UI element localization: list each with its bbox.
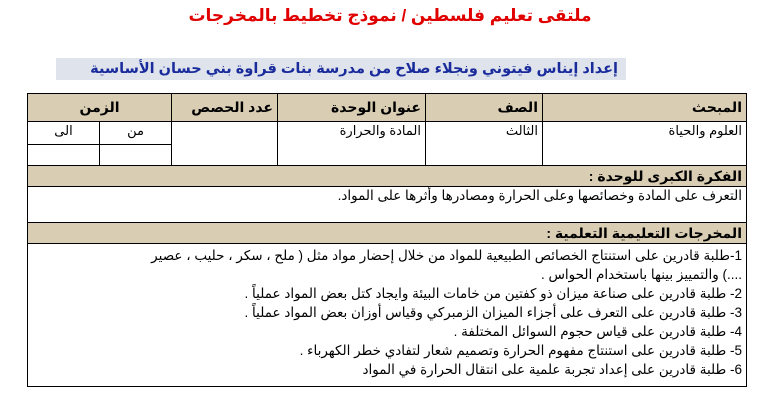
grade-header: الصف <box>426 94 543 122</box>
big-idea-row <box>28 187 747 223</box>
unit-title-header: عنوان الوحدة <box>278 94 426 122</box>
periods-value <box>172 122 278 166</box>
outcome-line: 5- طلبة قادرين على استنتاج مفهوم الحرارة وتصميم شعار لتفادي خطر الكهرباء . <box>299 343 742 358</box>
outcome-line: 4- طلبة قادرين على قياس حجوم السوائل المختلفة . <box>453 324 742 339</box>
periods-header: عدد الحصص <box>172 94 278 122</box>
outcome-line: 2- طلبة قادرين على صناعة ميزان ذو كفتين من خامات البيئة وايجاد كتل بعض المواد عملياً . <box>244 286 742 301</box>
time-to-label: الى <box>28 122 100 145</box>
prepared-by-banner: إعداد إيناس فيتوني ونجلاء صلاح من مدرسة بنات قراوة بني حسان الأساسية <box>56 58 626 80</box>
subject-header: المبحث <box>543 94 747 122</box>
outcomes-heading: المخرجات التعليمية التعلمية : <box>28 223 747 244</box>
time-header: الزمن <box>28 94 172 122</box>
outcomes-list <box>28 244 747 387</box>
big-idea-heading: الفكرة الكبرى للوحدة : <box>28 166 747 187</box>
outcomes-header-row <box>28 223 747 244</box>
time-from-label: من <box>100 122 172 145</box>
outcome-line: 1-طلبة قادرين على استنتاج الخصائص الطبيعية للمواد من خلال إحضار مواد مثل ( ملح ، سكر ، حليب ، عصير <box>151 248 742 263</box>
values-row <box>28 122 747 145</box>
header-row <box>28 94 747 122</box>
planning-table <box>27 93 747 387</box>
outcomes-row <box>28 244 747 387</box>
time-from-value <box>100 145 172 166</box>
big-idea-text: التعرف على المادة وخصائصها وعلى الحرارة ومصادرها وأثرها على المواد. <box>28 187 747 223</box>
outcome-line: 6- طلبة قادرين على إعداد تجربة علمية على انتقال الحرارة في المواد <box>362 362 742 377</box>
grade-value: الثالث <box>426 122 543 166</box>
page-title: ملتقى تعليم فلسطين / نموذج تخطيط بالمخرجات <box>188 6 592 25</box>
outcome-line: ....) والتمييز بينها باستخدام الحواس . <box>540 267 742 282</box>
time-to-value <box>28 145 100 166</box>
subject-value: العلوم والحياة <box>543 122 747 166</box>
big-idea-header-row <box>28 166 747 187</box>
unit-title-value: المادة والحرارة <box>278 122 426 166</box>
outcome-line: 3- طلبة قادرين على التعرف على أجزاء الميزان الزمبركي وقياس أوزان بعض المواد عملياً . <box>244 305 742 320</box>
